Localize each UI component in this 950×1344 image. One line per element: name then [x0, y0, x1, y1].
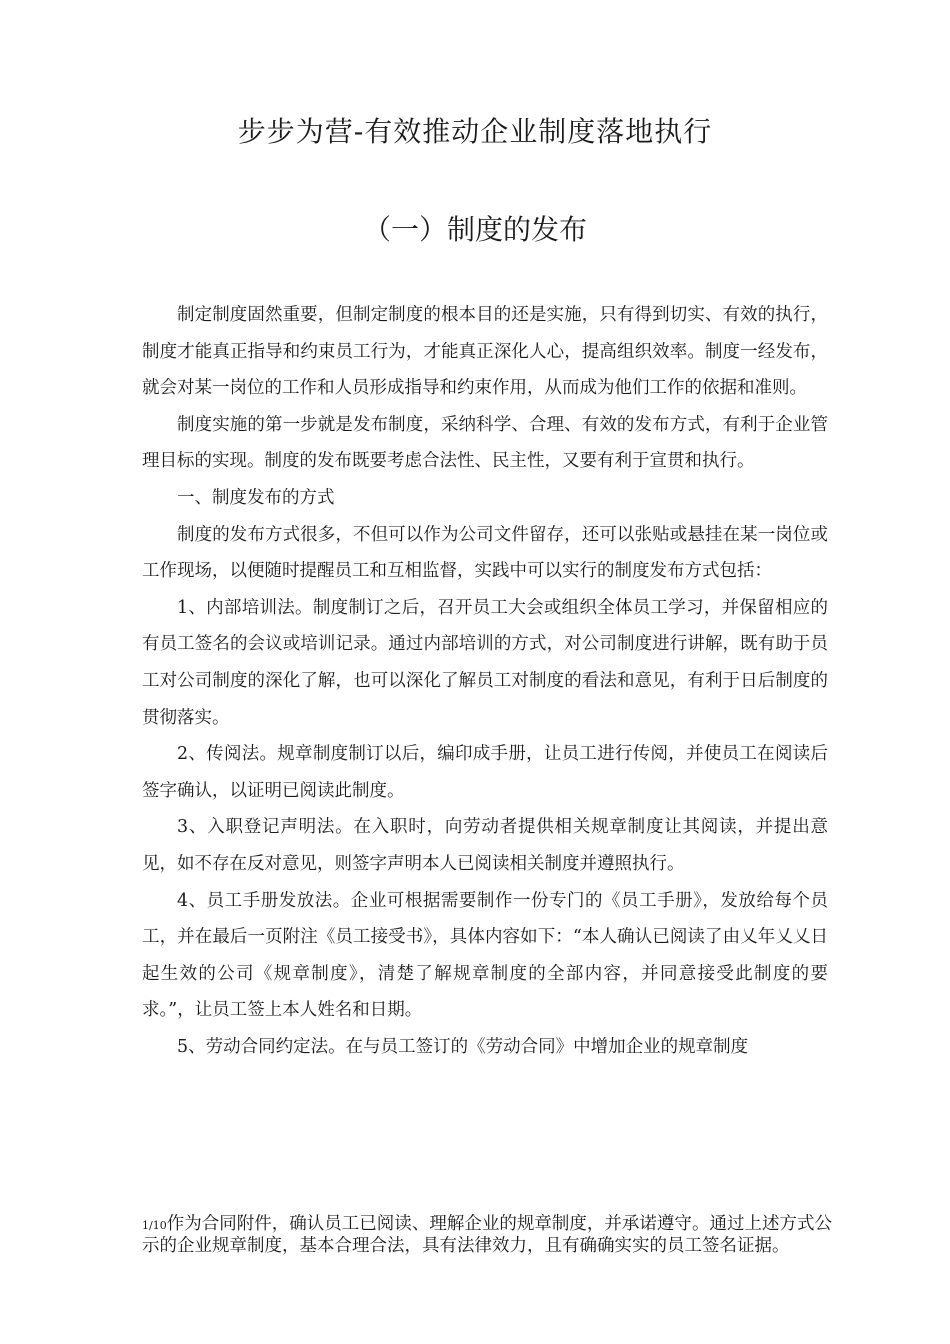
list-item: 1、内部培训法。制度制订之后，召开员工大会或组织全体员工学习，并保留相应的有员工签名的会议或培训记录。通过内部培训的方式，对公司制度进行讲解，既有助于员工对公司制度的深化了解，也可以深化了解员工对制度的看法和意见，有利于日后制度的贯彻落实。	[142, 597, 828, 728]
footer-text: 作为合同附件，确认员工已阅读、理解企业的规章制度，并承诺遵守。通过上述方式公示的企业规章制度，基本合理合法，具有法律效力，且有确确实实的员工签名证据。	[142, 1214, 832, 1256]
document-title: 步步为营-有效推动企业制度落地执行	[237, 115, 713, 148]
paragraph: 制度的发布方式很多，不但可以作为公司文件留存，还可以张贴或悬挂在某一岗位或工作现场，以便随时提醒员工和互相监督，实践中可以实行的制度发布方式包括：	[142, 524, 828, 582]
list-item: 2、传阅法。规章制度制订以后，编印成手册，让员工进行传阅，并使员工在阅读后签字确认，以证明已阅读此制度。	[142, 744, 828, 801]
page-footer	[142, 1214, 832, 1257]
subheading: 一、制度发布的方式	[177, 487, 335, 508]
paragraph: 制度实施的第一步就是发布制度，采纳科学、合理、有效的发布方式，有利于企业管理目标的实现。制度的发布既要考虑合法性、民主性，又要有利于宣贯和执行。	[142, 414, 828, 472]
list-item: 4、员工手册发放法。企业可根据需要制作一份专门的《员工手册》，发放给每个员工，并在最后一页附注《员工接受书》，具体内容如下：“本人确认已阅读了由乂年乂乂日起生效的公司《规章制度》，清楚了解规章制度的全部内容，并同意接受此制度的要求。”，让员工签上本人姓名和日期。	[142, 890, 828, 1021]
list-item: 3、入职登记声明法。在入职时，向劳动者提供相关规章制度让其阅读，并提出意见，如不存在反对意见，则签字声明本人已阅读相关制度并遵照执行。	[142, 817, 828, 874]
paragraph: 制定制度固然重要，但制定制度的根本目的还是实施，只有得到切实、有效的执行，制度才能真正指导和约束员工行为，才能真正深化人心，提高组织效率。制度一经发布，就会对某一岗位的工作和人员形成指导和约束作用，从而成为他们工作的依据和准则。	[142, 305, 828, 399]
list-item: 5、劳动合同约定法。在与员工签订的《劳动合同》中增加企业的规章制度	[177, 1036, 749, 1057]
section-title: （一）制度的发布	[362, 213, 587, 246]
body-text	[142, 297, 828, 1065]
page-number: 1/10	[142, 1219, 167, 1232]
